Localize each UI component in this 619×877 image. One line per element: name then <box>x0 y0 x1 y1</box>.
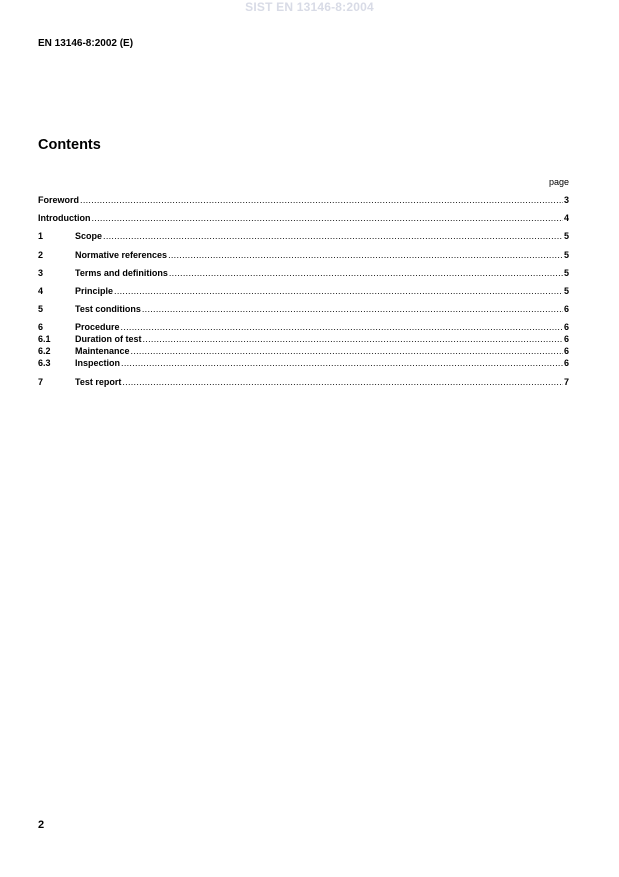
watermark: SIST EN 13146-8:2004 <box>245 0 374 14</box>
toc-entry-title: Principle <box>75 286 114 296</box>
toc-dot-leader <box>142 304 563 315</box>
document-header: EN 13146-8:2002 (E) <box>38 38 134 49</box>
toc-entry-test-report[interactable] <box>38 377 569 388</box>
toc-dot-leader <box>80 195 563 206</box>
toc-entry-number: 6.3 <box>38 358 51 368</box>
toc-entry-number: 4 <box>38 286 44 296</box>
toc-entry-page: 6 <box>563 358 569 368</box>
toc-entry-page: 6 <box>563 346 569 356</box>
toc-dot-leader <box>121 358 563 369</box>
toc-entry-title: Terms and definitions <box>75 268 168 278</box>
toc-entry-introduction[interactable] <box>38 213 569 224</box>
toc-dot-leader <box>121 322 563 333</box>
toc-entry-page: 7 <box>563 377 569 387</box>
toc-entry-title: Scope <box>75 231 103 241</box>
toc-entry-maintenance[interactable] <box>38 346 569 357</box>
toc-entry-page: 3 <box>563 195 569 205</box>
toc-entry-number: 5 <box>38 304 44 314</box>
toc-dot-leader <box>122 377 563 388</box>
toc-entry-number: 7 <box>38 377 44 387</box>
toc-entry-test-conditions[interactable] <box>38 304 569 315</box>
toc-dot-leader <box>143 334 563 345</box>
toc-entry-inspection[interactable] <box>38 358 569 369</box>
toc-entry-page: 6 <box>563 334 569 344</box>
toc-entry-page: 4 <box>563 213 569 223</box>
toc-dot-leader <box>168 250 563 261</box>
footer-page-number: 2 <box>38 819 45 831</box>
toc-dot-leader <box>131 346 563 357</box>
toc-dot-leader <box>103 231 563 242</box>
toc-entry-page: 5 <box>563 231 569 241</box>
toc-entry-scope[interactable] <box>38 231 569 242</box>
toc-entry-title: Normative references <box>75 250 168 260</box>
toc-entry-page: 5 <box>563 250 569 260</box>
toc-dot-leader <box>169 268 563 279</box>
toc-entry-normative-references[interactable] <box>38 250 569 261</box>
toc-entry-title: Test conditions <box>75 304 141 314</box>
toc-entry-page: 6 <box>563 322 569 332</box>
toc-entry-title: Foreword <box>38 195 80 205</box>
toc-entry-number: 1 <box>38 231 44 241</box>
toc-entry-terms-and-definitions[interactable] <box>38 268 569 279</box>
toc-entry-title: Maintenance <box>75 346 130 356</box>
toc-entry-title: Duration of test <box>75 334 142 344</box>
toc-entry-title: Test report <box>75 377 122 387</box>
toc-entry-number: 6 <box>38 322 44 332</box>
toc-entry-page: 5 <box>563 286 569 296</box>
toc-entry-page: 5 <box>563 268 569 278</box>
toc-entry-procedure[interactable] <box>38 322 569 333</box>
toc-entry-title: Inspection <box>75 358 121 368</box>
page-column-label: page <box>548 177 569 187</box>
toc-entry-number: 6.1 <box>38 334 51 344</box>
toc-entry-duration-of-test[interactable] <box>38 334 569 345</box>
toc-dot-leader <box>114 286 563 297</box>
toc-entry-principle[interactable] <box>38 286 569 297</box>
toc-entry-page: 6 <box>563 304 569 314</box>
toc-entry-number: 6.2 <box>38 346 51 356</box>
toc-entry-title: Introduction <box>38 213 91 223</box>
contents-title: Contents <box>38 137 101 153</box>
toc-entry-foreword[interactable] <box>38 195 569 206</box>
toc-entry-number: 2 <box>38 250 44 260</box>
toc-entry-title: Procedure <box>75 322 120 332</box>
toc-dot-leader <box>92 213 563 224</box>
toc-entry-number: 3 <box>38 268 44 278</box>
